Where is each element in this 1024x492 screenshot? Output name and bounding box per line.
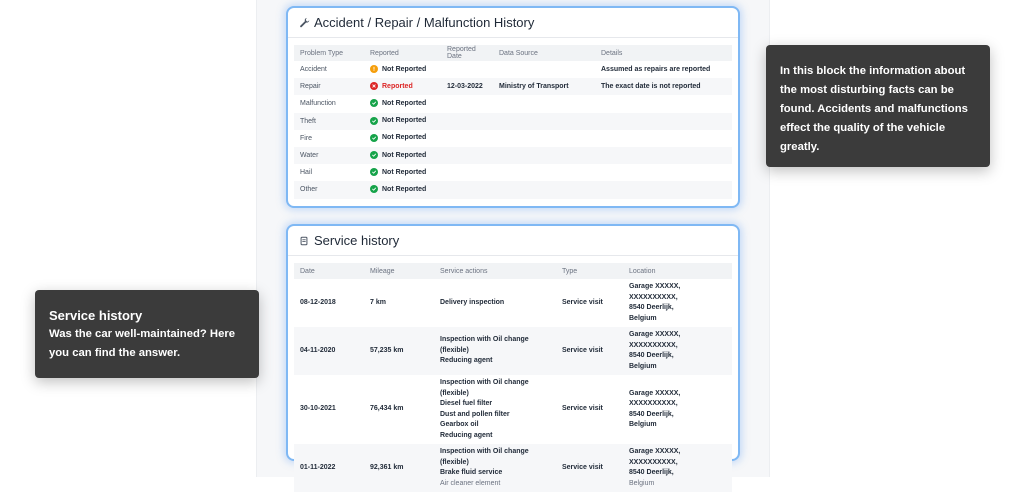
reported-status-text: Not Reported <box>382 134 427 142</box>
service-action-item: Gearbox oil <box>440 421 479 428</box>
service-action-item: Air cleaner element <box>440 479 501 487</box>
location-cell <box>623 444 732 492</box>
problem-type-cell: Other <box>294 181 364 198</box>
problem-type-cell: Hail <box>300 169 313 177</box>
status-badge <box>370 99 426 107</box>
location-line: 8540 Deerlijk, <box>629 304 674 311</box>
mileage-cell: 76,434 km <box>370 405 404 413</box>
reported-cell <box>364 164 441 181</box>
accident-card-header <box>288 8 738 38</box>
check-icon <box>370 185 378 193</box>
table-row <box>294 130 732 147</box>
details-cell <box>595 181 732 198</box>
location-line: 8540 Deerlijk, <box>629 410 674 418</box>
mileage-cell: 92,361 km <box>364 444 434 492</box>
col-service-actions: Service actions <box>434 263 556 279</box>
check-icon <box>370 134 378 142</box>
service-card-header <box>288 226 738 256</box>
service-action-item: Brake fluid service <box>440 469 503 476</box>
location-cell <box>623 279 732 327</box>
location-line: Belgium <box>629 479 655 487</box>
check-icon <box>370 168 378 176</box>
data-source-cell <box>493 181 595 198</box>
service-actions-cell <box>434 444 556 492</box>
service-tooltip-text: Was the car well-maintained? Here you can find the answer. <box>49 328 236 359</box>
reported-date-cell <box>441 113 493 130</box>
reported-date-cell <box>441 130 493 147</box>
check-icon <box>370 117 378 125</box>
problem-type-cell: Repair <box>294 78 364 95</box>
table-row <box>294 375 732 444</box>
warning-icon <box>370 65 378 73</box>
table-row <box>294 147 732 164</box>
data-source-cell <box>493 95 595 112</box>
reported-status-text: Not Reported <box>382 99 427 107</box>
status-badge <box>370 82 413 90</box>
service-table <box>294 263 732 492</box>
service-card-title: Service history <box>314 233 400 248</box>
problem-type-cell: Theft <box>294 113 364 130</box>
col-reported-date: Reported Date <box>441 45 493 61</box>
reported-cell <box>364 61 441 78</box>
reported-status-text: Reported <box>382 82 413 90</box>
table-row <box>294 78 732 95</box>
service-action-item: Reducing agent <box>440 357 493 365</box>
check-icon <box>370 151 378 159</box>
service-table-header <box>294 263 732 279</box>
problem-type-cell: Fire <box>300 134 313 142</box>
table-row <box>294 95 732 112</box>
data-source-cell <box>493 113 595 130</box>
service-date-cell: 08-12-2018 <box>300 298 336 306</box>
service-type-cell: Service visit <box>562 298 603 306</box>
status-badge <box>370 117 426 125</box>
service-action-item: Inspection with Oil change (flexible) <box>440 448 529 466</box>
data-source-cell <box>493 130 595 147</box>
data-source-cell <box>493 61 595 78</box>
data-source-cell <box>493 164 595 181</box>
mileage-cell: 57,235 km <box>364 327 434 375</box>
col-mileage: Mileage <box>364 263 434 279</box>
service-type-cell: Service visit <box>562 405 603 413</box>
accident-tooltip-text: In this block the information about the most disturbing facts can be found. Accidents and malfunctions effect the quality of the vehicle greatly. <box>780 65 968 153</box>
reported-date-cell <box>441 181 493 198</box>
col-data-source: Data Source <box>493 45 595 61</box>
data-source-cell <box>493 147 595 164</box>
reported-cell <box>364 147 441 164</box>
col-details: Details <box>595 45 732 61</box>
problem-type-cell: Accident <box>300 66 327 74</box>
location-line: Garage XXXXX, XXXXXXXXXX, <box>629 448 681 466</box>
check-icon <box>370 99 378 107</box>
service-action-item: Inspection with Oil change (flexible) <box>440 379 529 397</box>
reported-status-text: Not Reported <box>382 151 427 159</box>
details-cell: Assumed as repairs are reported <box>601 66 711 74</box>
service-tooltip-title: Service history <box>49 308 143 323</box>
service-date-cell: 04-11-2020 <box>294 327 364 375</box>
service-date-cell: 01-11-2022 <box>294 444 364 492</box>
col-date: Date <box>294 263 364 279</box>
location-line: Garage XXXXX, XXXXXXXXXX, <box>629 283 681 301</box>
col-location: Location <box>623 263 732 279</box>
location-line: 8540 Deerlijk, <box>629 469 674 476</box>
reported-status-text: Not Reported <box>382 65 427 73</box>
table-row <box>294 113 732 130</box>
reported-status-text: Not Reported <box>382 168 427 176</box>
details-cell <box>595 130 732 147</box>
status-badge <box>370 134 426 142</box>
accident-history-card <box>286 6 740 208</box>
service-history-card <box>286 224 740 487</box>
col-reported: Reported <box>364 45 441 61</box>
reported-date-cell <box>441 61 493 78</box>
accident-card-title: Accident / Repair / Malfunction History <box>314 15 535 30</box>
service-actions-cell <box>434 375 556 444</box>
reported-cell <box>364 78 441 95</box>
data-source-cell: Ministry of Transport <box>493 78 595 95</box>
table-row <box>294 61 732 78</box>
accident-table <box>294 45 732 199</box>
location-cell <box>623 327 732 375</box>
reported-cell <box>364 181 441 198</box>
details-cell <box>595 164 732 181</box>
service-info-tooltip <box>35 290 259 378</box>
reported-date-cell <box>441 95 493 112</box>
mileage-cell: 7 km <box>370 298 386 306</box>
service-action-item: Reducing agent <box>440 431 493 439</box>
service-actions-cell <box>434 327 556 375</box>
service-book-icon <box>298 235 310 247</box>
reported-date-cell: 12-03-2022 <box>441 78 493 95</box>
status-badge <box>370 168 426 176</box>
status-badge <box>370 151 426 159</box>
table-row <box>294 444 732 492</box>
status-badge <box>370 185 426 193</box>
location-cell <box>623 375 732 444</box>
table-row <box>294 279 732 327</box>
reported-date-cell <box>441 164 493 181</box>
location-line: Garage XXXXX, XXXXXXXXXX, <box>629 331 681 349</box>
accident-info-tooltip <box>766 45 990 167</box>
service-action-item: Inspection with Oil change (flexible) <box>440 336 529 354</box>
location-line: Garage XXXXX, XXXXXXXXXX, <box>629 389 681 407</box>
location-line: Belgium <box>629 362 657 370</box>
status-badge <box>370 65 426 73</box>
details-cell <box>595 95 732 112</box>
details-cell <box>595 113 732 130</box>
service-action-item: Dust and pollen filter <box>440 410 510 418</box>
accident-table-header <box>294 45 732 61</box>
reported-status-text: Not Reported <box>382 117 427 125</box>
service-actions-cell <box>434 279 556 327</box>
service-type-cell: Service visit <box>556 444 623 492</box>
reported-date-cell <box>441 147 493 164</box>
table-row <box>294 164 732 181</box>
col-type: Type <box>556 263 623 279</box>
details-cell <box>595 147 732 164</box>
wrench-icon <box>298 17 310 29</box>
location-line: 8540 Deerlijk, <box>629 352 674 359</box>
reported-status-text: Not Reported <box>382 185 427 193</box>
service-action-item: Diesel fuel filter <box>440 400 493 407</box>
problem-type-cell: Water <box>294 147 364 164</box>
reported-cell <box>364 95 441 112</box>
reported-cell <box>364 113 441 130</box>
table-row <box>294 181 732 198</box>
table-row <box>294 327 732 375</box>
col-problem-type: Problem Type <box>294 45 364 61</box>
error-x-icon <box>370 82 378 90</box>
location-line: Belgium <box>629 314 657 322</box>
problem-type-cell: Malfunction <box>300 100 336 108</box>
service-action-item: Delivery inspection <box>440 298 505 306</box>
location-line: Belgium <box>629 421 657 428</box>
service-type-cell: Service visit <box>556 327 623 375</box>
details-cell: The exact date is not reported <box>595 78 732 95</box>
service-date-cell: 30-10-2021 <box>300 405 336 413</box>
reported-cell <box>364 130 441 147</box>
